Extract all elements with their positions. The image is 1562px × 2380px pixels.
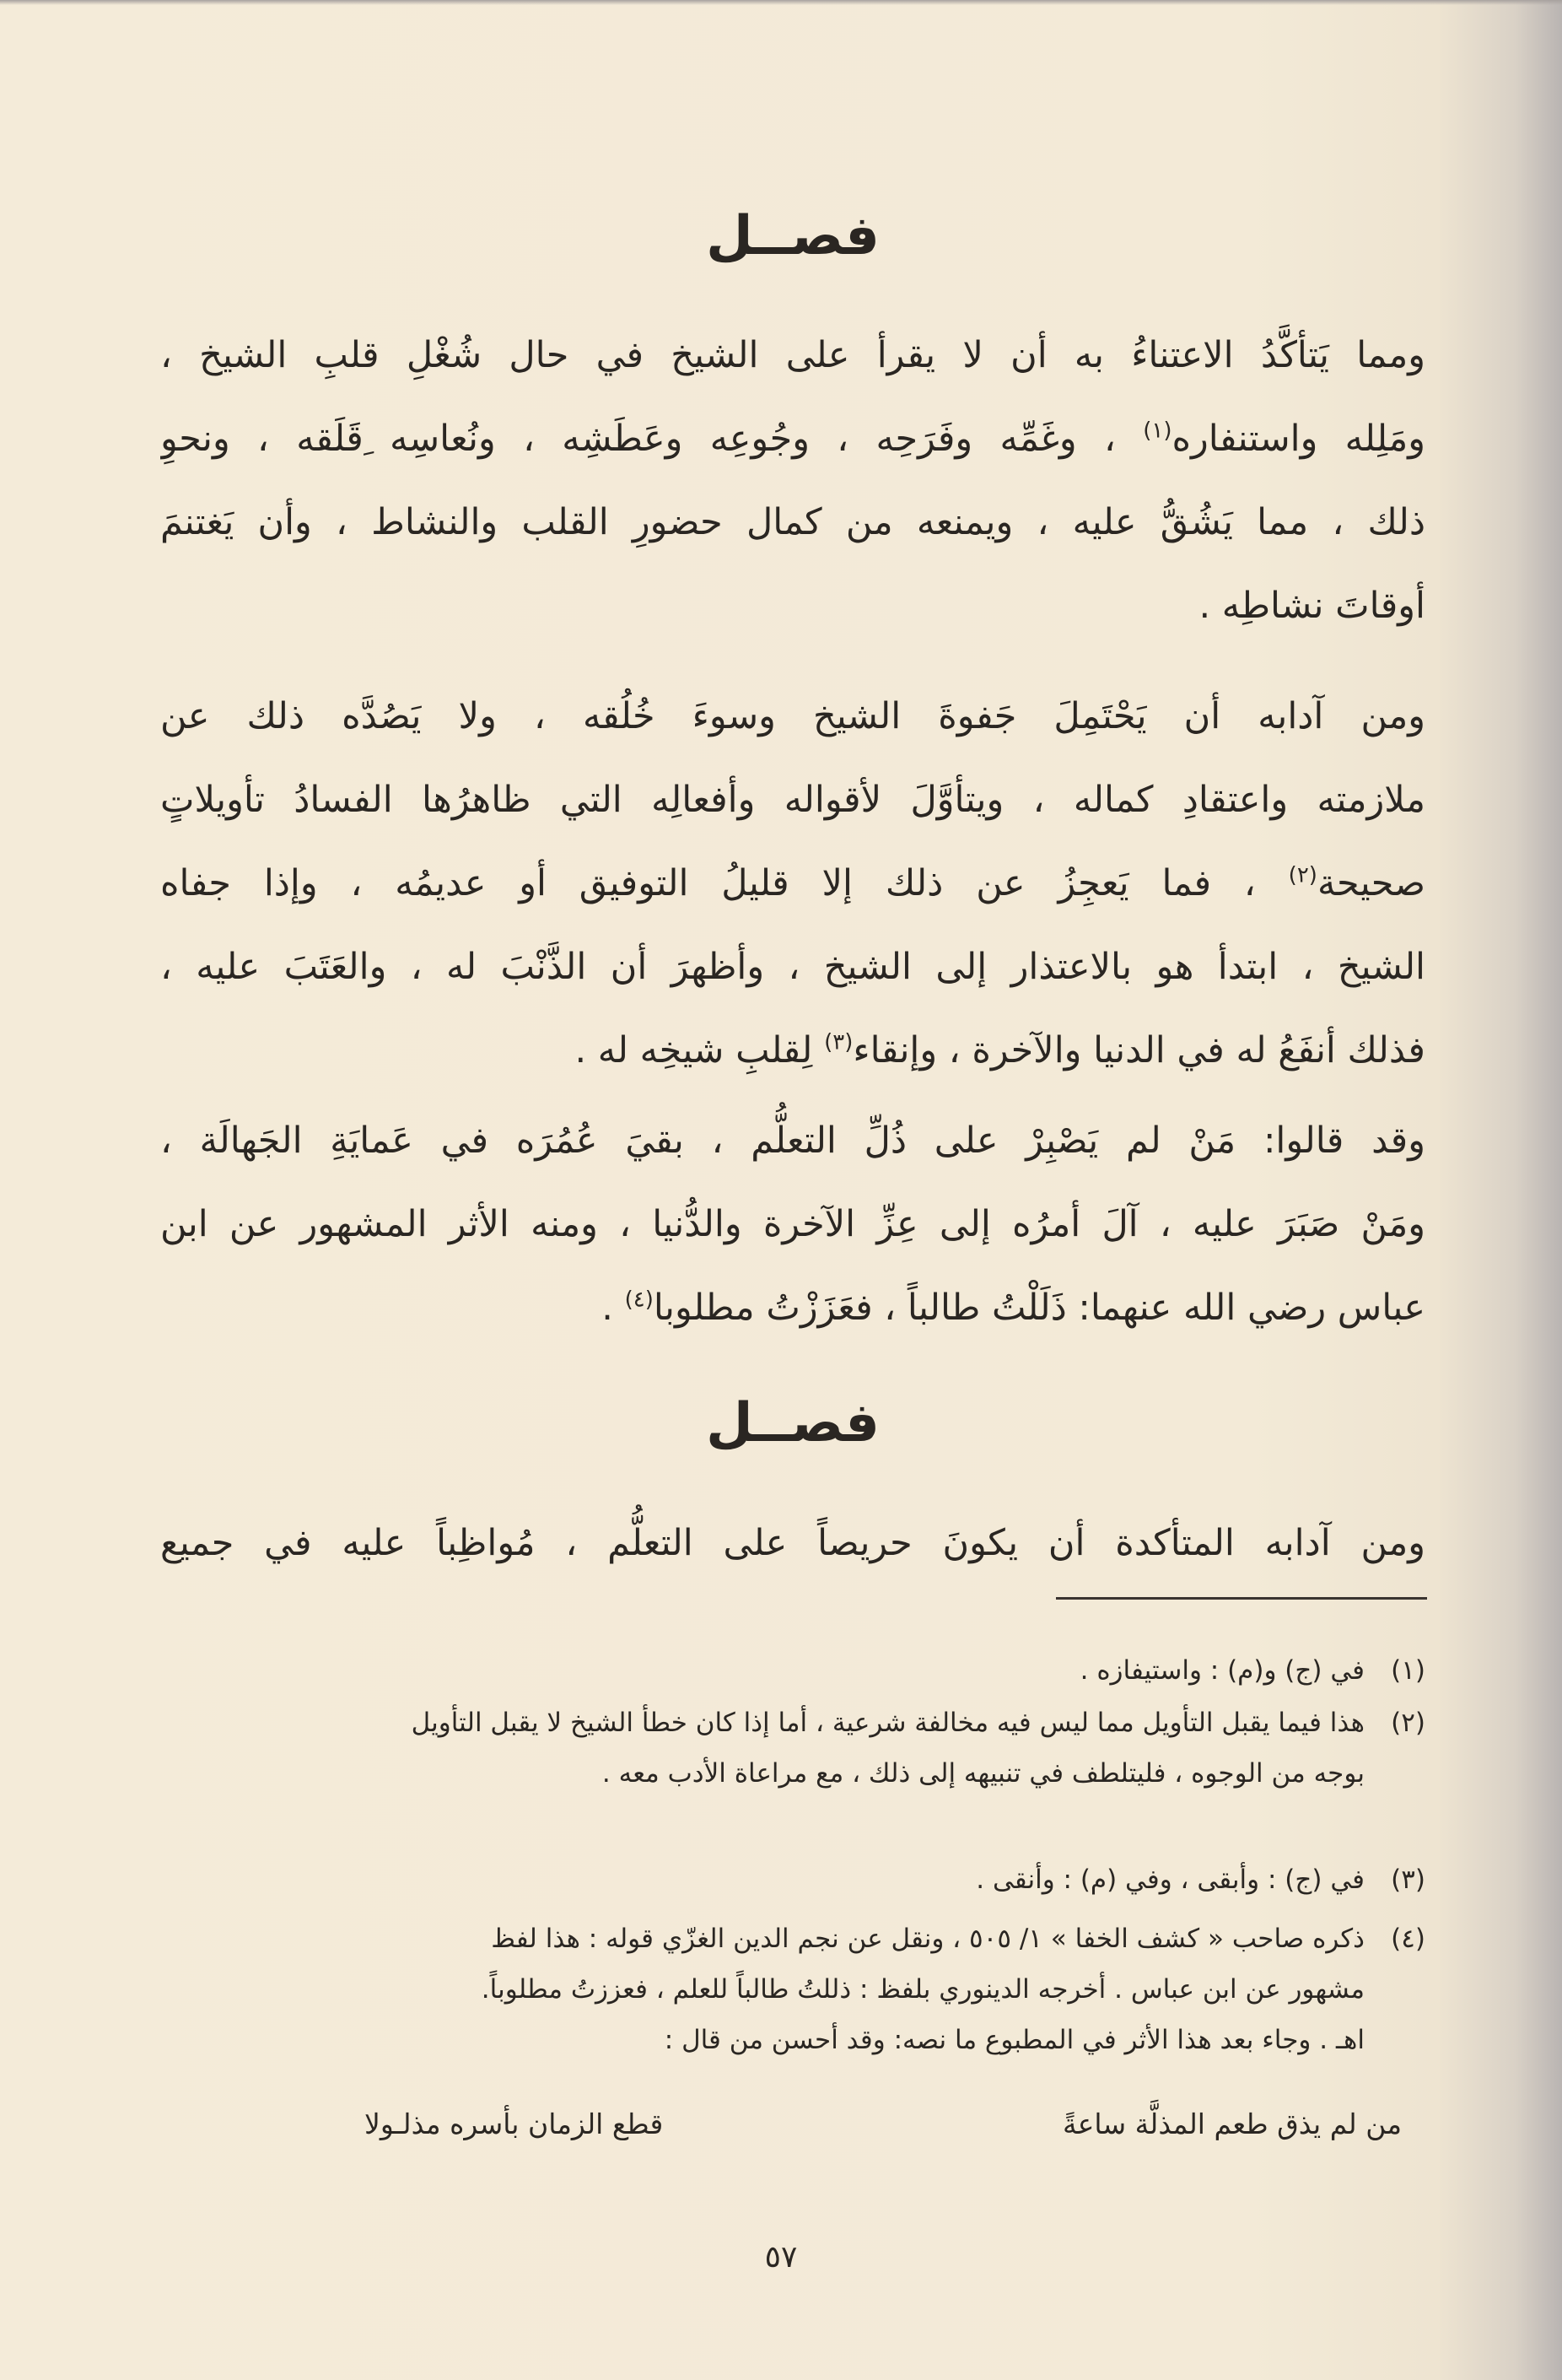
text-line: ملازمته واعتقادِ كماله ، ويتأوَّلَ لأقواله وأفعالِه التي ظاهرُها الفسادُ تأويلاتٍ bbox=[160, 779, 1425, 821]
text-line: ومَنْ صَبَرَ عليه ، آلَ أمرُه إلى عِزِّ الآخرة والدُّنيا ، ومنه الأثر المشهور عن ابن bbox=[160, 1203, 1425, 1245]
footnote-separator bbox=[1056, 1597, 1427, 1600]
verse-first-hemistich: من لم يذق طعم المذلَّة ساعةً bbox=[1063, 2107, 1402, 2140]
footnote-number: (٣) bbox=[1391, 1865, 1425, 1895]
text-line: ومَلِله واستنفاره$^{(١)}$ ، وغَمِّه وفَرَحِه ، وجُوعِه وعَطَشِه ، ونُعاسِه ِقَلَقه ، ونحوِ bbox=[160, 418, 1425, 460]
text-line: الشيخ ، ابتدأ هو بالاعتذار إلى الشيخ ، وأظهرَ أن الذَّنْبَ له ، والعَتَبَ عليه ، bbox=[160, 946, 1425, 988]
footnote-ref[interactable]: (١) bbox=[1143, 418, 1172, 444]
text-line: ومن آدابه المتأكدة أن يكونَ حريصاً على التعلُّم ، مُواظِباً عليه في جميع bbox=[160, 1522, 1425, 1564]
text-line: ومما يَتأكَّدُ الاعتناءُ به أن لا يقرأ على الشيخ في حال شُغْلِ قلبِ الشيخ ، bbox=[160, 334, 1425, 376]
text-line: ذلك ، مما يَشُقُّ عليه ، ويمنعه من كمال حضورِ القلب والنشاط ، وأن يَغتنمَ bbox=[160, 501, 1425, 543]
text-line: عباس رضي الله عنهما: ذَلَلْتُ طالباً ، فعَزَزْتُ مطلوبا$^{(٤)}$ . bbox=[601, 1287, 1425, 1329]
poetry-verse bbox=[364, 2107, 1402, 2140]
verse-second-hemistich: قطع الزمان بأسره مذلـولا bbox=[364, 2107, 664, 2140]
footnote-3: (٣)في (ج) : وأبقى ، وفي (م) : وأنقى . bbox=[160, 1854, 1425, 1905]
section-heading: فصــل bbox=[706, 1392, 880, 1454]
text-line: ومن آدابه أن يَحْتَمِلَ جَفوةَ الشيخ وسوءَ خُلُقه ، ولا يَصُدَّه ذلك عن bbox=[160, 695, 1425, 737]
footnote-1: (١)في (ج) و(م) : واستيفازه . bbox=[160, 1645, 1425, 1696]
footnote-number: (٢) bbox=[1391, 1708, 1425, 1738]
page-number: ٥٧ bbox=[764, 2240, 798, 2275]
page-top-edge-shadow bbox=[0, 0, 1562, 5]
footnote-2: (٢)هذا فيما يقبل التأويل مما ليس فيه مخالفة شرعية ، أما إذا كان خطأ الشيخ لا يقبل التأويل بوجه من الوجوه ، فليتلطف في تنبيهه إلى ذلك ، مع مراعاة الأدب معه . bbox=[160, 1697, 1425, 1799]
footnote-number: (١) bbox=[1391, 1655, 1425, 1686]
paragraph bbox=[160, 675, 1425, 1093]
footnote-ref[interactable]: (٢) bbox=[1288, 862, 1317, 888]
footnote-4: (٤)ذكره صاحب « كشف الخفا » ١/ ٥٠٥ ، ونقل عن نجم الدين الغزّي قوله : هذا لفظ مشهور عن ابن عباس . أخرجه الدينوري بلفظ : ذللتُ طالباً للعلم ، فعززتُ مطلوباً. اهـ . وجاء بعد هذا الأثر في المطبوع ما نصه: وقد أحسن من قال : bbox=[160, 1913, 1425, 2065]
text-line: صحيحة$^{(٢)}$ ، فما يَعجِزُ عن ذلك إلا قليلُ التوفيق أو عديمُه ، وإذا جفاه bbox=[160, 862, 1425, 904]
paragraph bbox=[160, 1099, 1425, 1350]
footnote-ref[interactable]: (٤) bbox=[624, 1287, 654, 1313]
paragraph bbox=[160, 1502, 1425, 1585]
section-heading: فصــل bbox=[706, 205, 880, 267]
paragraph bbox=[160, 314, 1425, 648]
footnote-ref[interactable]: (٣) bbox=[824, 1029, 854, 1055]
text-line: وقد قالوا: مَنْ لم يَصْبِرْ على ذُلِّ التعلُّم ، بقيَ عُمُرَه في عَمايَةِ الجَهالَة ، bbox=[160, 1120, 1425, 1162]
footnote-number: (٤) bbox=[1391, 1924, 1425, 1954]
text-line: فذلك أنفَعُ له في الدنيا والآخرة ، وإنقاء$^{(٣)}$ لِقلبِ شيخِه له . bbox=[574, 1029, 1425, 1071]
text-line: أوقاتَ نشاطِه . bbox=[1198, 585, 1425, 627]
